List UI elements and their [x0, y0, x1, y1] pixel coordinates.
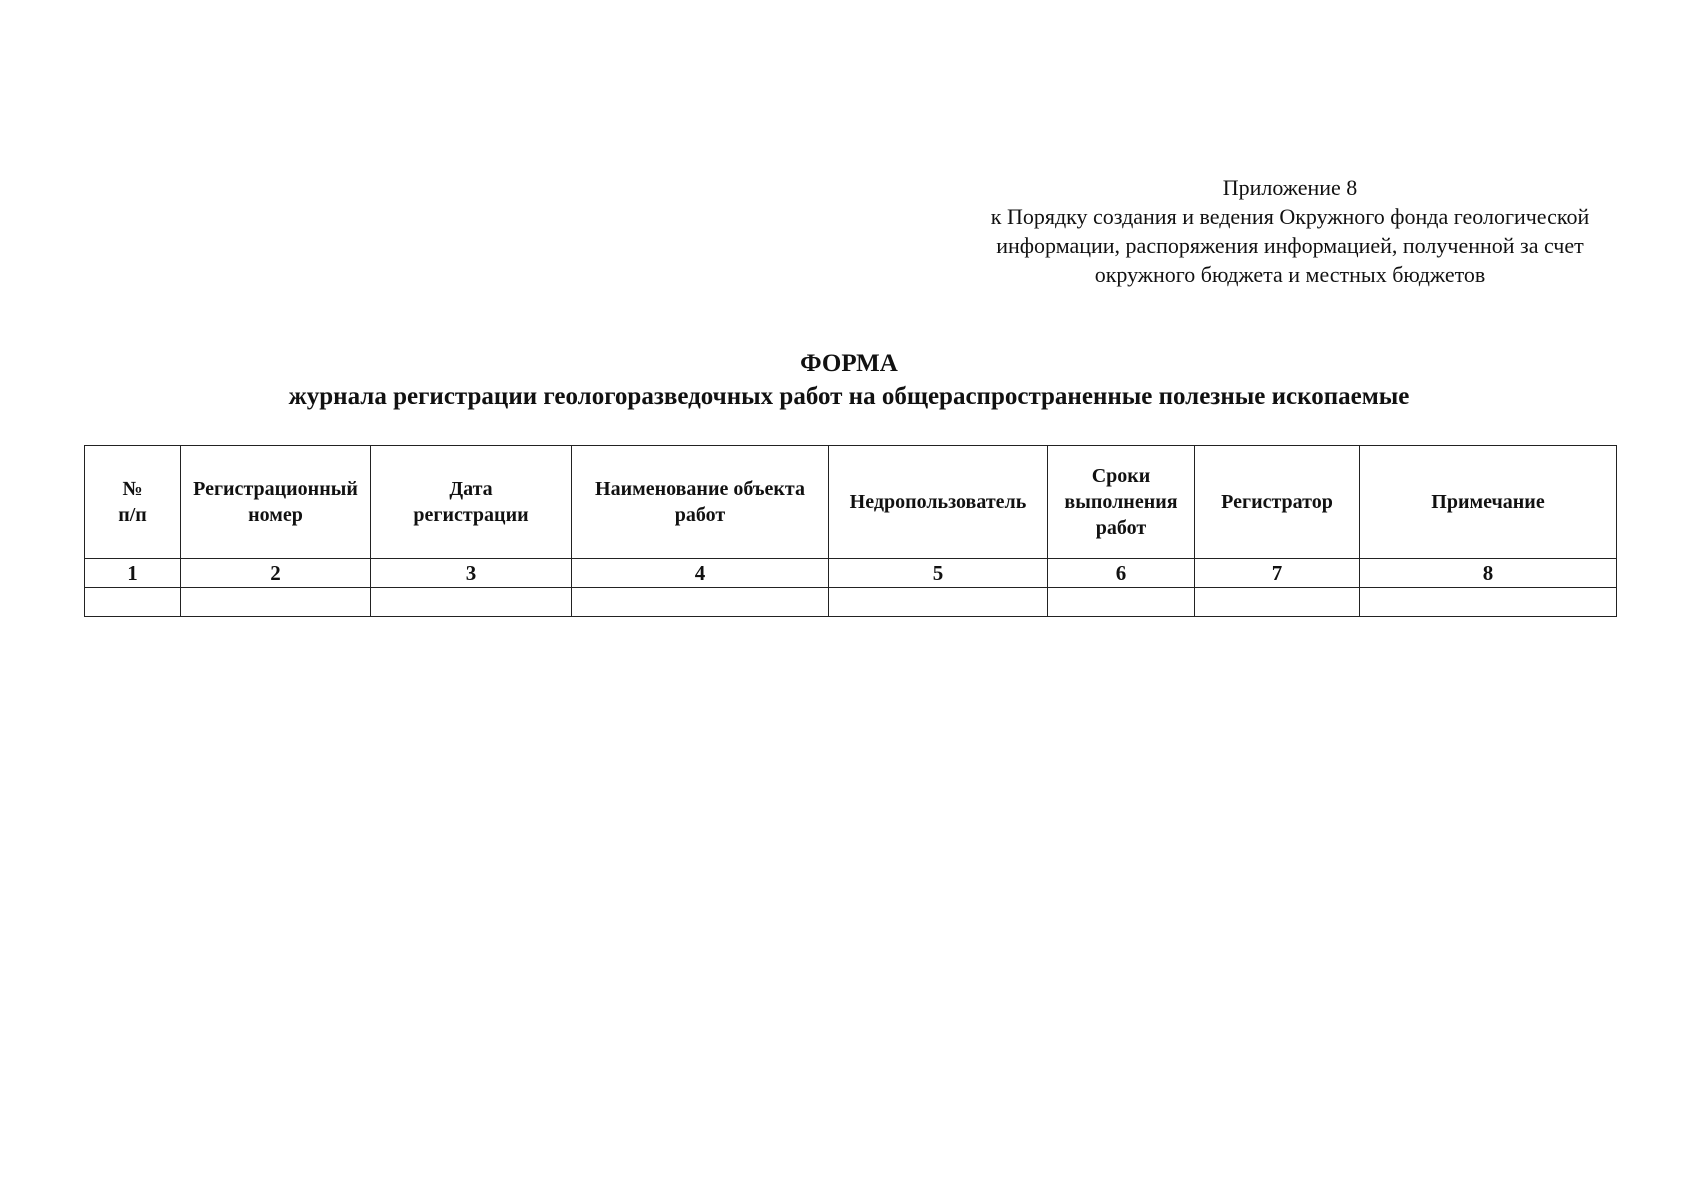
empty-cell: [371, 588, 572, 617]
header-cell-registration-date: Дата регистрации: [371, 446, 572, 559]
header-cell-registrar: Регистратор: [1195, 446, 1360, 559]
column-number-row: [85, 559, 1617, 588]
header-cell-number: № п/п: [85, 446, 181, 559]
column-number-cell: 1: [85, 559, 181, 588]
column-number-cell: 8: [1360, 559, 1617, 588]
appendix-header: [940, 173, 1640, 289]
header-cell-work-period: Сроки выполнения работ: [1048, 446, 1195, 559]
registration-journal-table: [84, 445, 1617, 617]
appendix-line: к Порядку создания и ведения Окружного фонда геологической: [990, 204, 1590, 229]
column-number-cell: 6: [1048, 559, 1195, 588]
empty-cell: [829, 588, 1048, 617]
header-cell-object-name: Наименование объекта работ: [572, 446, 829, 559]
form-title: ФОРМА: [800, 350, 898, 377]
column-number-cell: 5: [829, 559, 1048, 588]
empty-data-row: [85, 588, 1617, 617]
header-cell-registration-number: Регистрационный номер: [181, 446, 371, 559]
appendix-line: Приложение 8: [1222, 175, 1358, 200]
empty-cell: [85, 588, 181, 617]
header-cell-subsoil-user: Недропользователь: [829, 446, 1048, 559]
empty-cell: [1195, 588, 1360, 617]
form-subtitle: журнала регистрации геологоразведочных работ на общераспространенные полезные ископаемые: [288, 383, 1410, 410]
empty-cell: [572, 588, 829, 617]
header-cell-note: Примечание: [1360, 446, 1617, 559]
empty-cell: [1048, 588, 1195, 617]
column-number-cell: 7: [1195, 559, 1360, 588]
column-number-cell: 4: [572, 559, 829, 588]
empty-cell: [181, 588, 371, 617]
table-header-row: [85, 446, 1617, 559]
column-number-cell: 2: [181, 559, 371, 588]
empty-cell: [1360, 588, 1617, 617]
column-number-cell: 3: [371, 559, 572, 588]
appendix-line: окружного бюджета и местных бюджетов: [1094, 262, 1486, 287]
appendix-line: информации, распоряжения информацией, полученной за счет: [996, 233, 1584, 258]
document-title: [0, 348, 1698, 414]
